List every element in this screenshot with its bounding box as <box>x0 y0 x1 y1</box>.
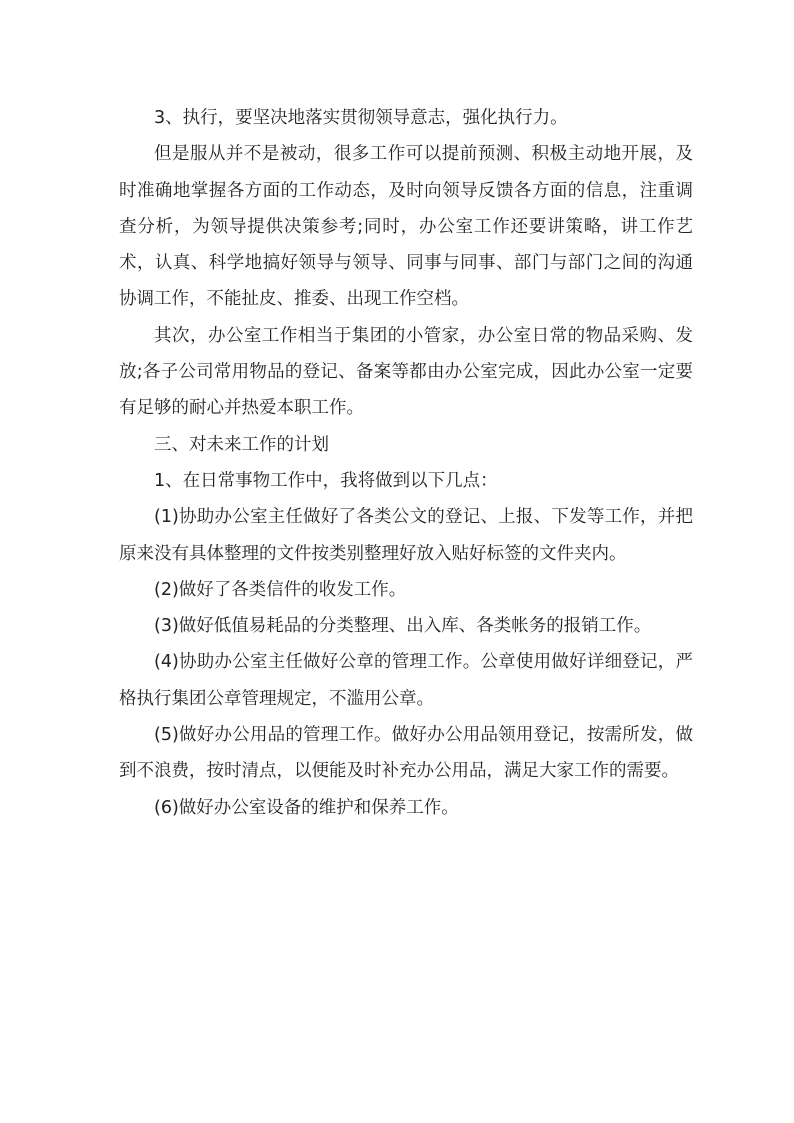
paragraph-execution: 3、执行，要坚决地落实贯彻领导意志，强化执行力。 <box>154 108 568 128</box>
list-item-6: (6)做好办公室设备的维护和保养工作。 <box>154 797 459 818</box>
section-heading-future-plan: 三、对未来工作的计划 <box>154 434 329 455</box>
paragraph-daily-affairs: 1、在日常事物工作中，我将做到以下几点： <box>154 470 498 491</box>
paragraph-obedience-not-passive: 但是服从并不是被动，很多工作可以提前预测、积极主动地开展，及时准确地掌握各方面的工作动态，及时向领导反馈各方面的信息，注重调查分析，为领导提供决策参考;同时，办公室工作还要讲策略，讲工作艺术，认真、科学地搞好领导与领导、同事与同事、部门与部门之间的沟通协调工作，不能扯皮、推委、出现工作空档。 <box>119 144 693 310</box>
list-item-3: (3)做好低值易耗品的分类整理、出入库、各类帐务的报销工作。 <box>154 616 652 637</box>
list-item-2: (2)做好了各类信件的收发工作。 <box>154 579 407 600</box>
list-item-1: (1)协助办公室主任做好了各类公文的登记、上报、下发等工作，并把原来没有具体整理的文件按类别整理好放入贴好标签的文件夹内。 <box>119 507 693 564</box>
document-body <box>119 100 693 826</box>
paragraph-office-housekeeper: 其次，办公室工作相当于集团的小管家，办公室日常的物品采购、发放;各子公司常用物品的登记、备案等都由办公室完成，因此办公室一定要有足够的耐心并热爱本职工作。 <box>119 325 693 419</box>
list-item-4: (4)协助办公室主任做好公章的管理工作。公章使用做好详细登记，严格执行集团公章管理规定，不滥用公章。 <box>119 652 693 709</box>
list-item-5: (5)做好办公用品的管理工作。做好办公用品领用登记，按需所发，做到不浪费，按时清点，以便能及时补充办公用品，满足大家工作的需要。 <box>119 725 693 782</box>
